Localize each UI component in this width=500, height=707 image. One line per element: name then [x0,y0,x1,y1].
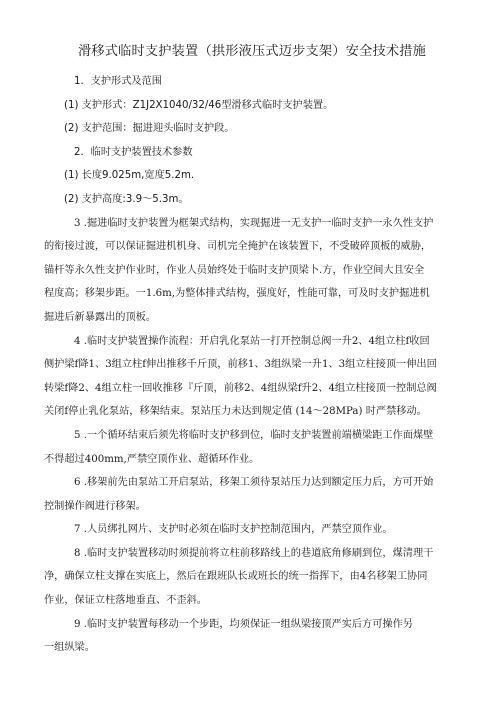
list-item: (2) 支护范围：掘进迎头临时支护段。 [64,123,235,135]
paragraph-8-line: 作业，保证立柱落地垂直、不歪斜。 [44,595,207,607]
section-heading-1: 1．支护形式及范围 [74,76,162,87]
paragraph-3-line: 掘进后新暴露出的顶板。 [44,311,157,323]
paragraph-8-line: 8 .临时支护装置移动时须提前将立柱前移路线上的巷道底角修刷到位，煤清理干 [74,547,434,559]
paragraph-4-line: 4 .临时支护装置操作流程：开启乳化泵站一打开控制总阀一升2、4组立柱f收回 [74,335,430,347]
paragraph-4-line: 侧护梁f降1、3组立柱f伸出推移千斤顶，前移1、3组纵梁一升1、3组立柱接顶一伸出回 [44,359,437,371]
paragraph-4-line: 关闭f停止乳化泵站，移架结束。泵站压力未达到规定值 (14～28MPa) 时严禁移动。 [44,406,427,418]
paragraph-3-line: 锚杆等永久性支护作业时，作业人员始终处于临时支护顶梁卜.方，作业空间大且安全 [44,264,425,276]
document-title: 滑移式临时支护装置（拱形液压式迈步支架）安全技术措施 [77,44,427,59]
list-item: (2) 支护高度:3.9～5.3m。 [64,193,189,205]
list-item: (1) 长度9.025m,宽度5.2m. [64,170,195,182]
paragraph-9-line: 一组纵梁。 [44,642,95,654]
list-item: (1) 支护形式：Z1J2X1040/32/46型滑移式临时支护装置。 [64,99,334,111]
paragraph-5-line: 5 .一个循环结束后须先将临时支护移到位，临时支护装置前端横梁距工作面煤壁 [74,429,434,441]
paragraph-3-line: 程度高；移架步距。一1.6m,为整体排式结构，强度好，性能可靠，可及时支护掘进机 [44,288,430,300]
paragraph-8-line: 净，确保立柱支撑在实底上，然后在跟班队长或班长的统一指挥下，由4名移架工协同 [44,571,428,583]
paragraph-9-line: 9 .临时支护装置每移动一个步距，均须保证一组纵梁接顶严实后方可操作另 [74,618,413,630]
paragraph-6-line: 6 .移架前先由泵站工开启泵站，移架工须待泵站压力达到额定压力后，方可开始 [74,477,434,489]
paragraph-7-line: 7 .人员绑扎网片、支护时必须在临时支护控制范围内，严禁空顶作业。 [74,524,393,536]
paragraph-3-line: 的衔接过渡，可以保证掘进机机身、司机完全掩护在该装置下，不受破碎顶板的威胁， [44,241,432,253]
paragraph-6-line: 控制操作阀进行移架。 [44,500,146,512]
paragraph-3-line: 3 .掘进临时支护装置为框架式结构，实现掘进一无支护一临时支护一永久性支护 [74,217,434,229]
paragraph-4-line: 转梁f降2、4组立柱一回收推移『斤顶，前移2、4组纵梁f升2、4组立柱接顶一控制总阀 [44,382,437,394]
section-heading-2: 2．临时支护装置技术参数 [74,146,193,158]
paragraph-5-line: 不得超过400mm,严禁空顶作业、超循环作业。 [44,453,260,465]
